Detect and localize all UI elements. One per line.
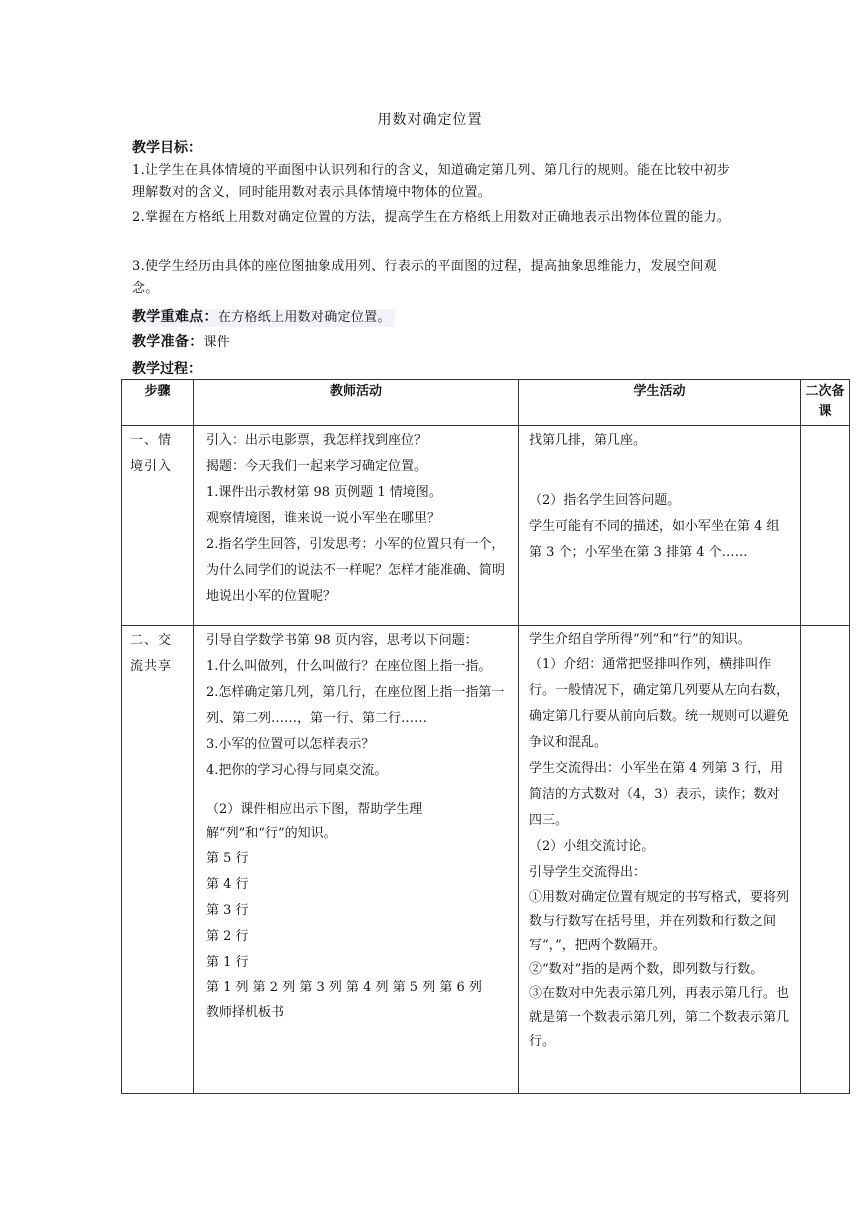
teacher-line: 1.什么叫做列，什么叫做行？在座位图上指一指。: [206, 659, 492, 674]
preparation-label: 教学准备：: [132, 334, 204, 350]
preparation-text: 课件: [203, 335, 231, 350]
student-line: 找第几排，第几座。: [529, 433, 647, 448]
teacher-line: 1.课件出示教材第 98 页例题 1 情境图。: [206, 485, 442, 500]
row-label-3: 第 3 行: [206, 903, 249, 918]
student-activity-cell: [519, 426, 801, 626]
table-header-row: [122, 380, 850, 426]
process-heading: 教学过程：: [132, 361, 202, 377]
goal-item-3: 3.使学生经历由具体的座位图抽象成用列、行表示的平面图的过程，提高抽象思维能力，发展空间观念。: [132, 259, 717, 296]
row-label-5: 第 5 行: [206, 851, 249, 866]
student-line: （2）小组交流讨论。: [529, 839, 655, 854]
page-title: 用数对确定位置: [377, 112, 483, 128]
goal-item-1: 1.让学生在具体情境的平面图中认识列和行的含义，知道确定第几列、第几行的规则。能在比较中初步理解数对的含义，同时能用数对表示具体情境中物体的位置。: [132, 163, 731, 200]
row-label-2: 第 2 行: [206, 929, 249, 944]
row-label-4: 第 4 行: [206, 877, 249, 892]
student-line: 学生交流得出：小军坐在第 4 列第 3 行，用简洁的方式数对（4，3）表示，读作；数对四三。: [529, 761, 784, 828]
header-step: 步骤: [122, 380, 194, 426]
student-line: 学生可能有不同的描述，如小军坐在第 4 组第 3 个；小军坐在第 3 排第 4 个……: [529, 519, 780, 560]
table-row: [122, 626, 850, 1094]
teacher-line: 2.指名学生回答，引发思考：小军的位置只有一个，为什么同学们的说法不一样呢？怎样才能准确、简明地说出小军的位置呢？: [206, 537, 506, 604]
header-teacher-activity: 教师活动: [194, 380, 519, 426]
teacher-line: 4.把你的学习心得与同桌交流。: [206, 763, 388, 778]
goal-item-2: 2.掌握在方格纸上用数对确定位置的方法，提高学生在方格纸上用数对正确地表示出物体位置的能力。: [132, 210, 731, 225]
teacher-line: 引导自学数学书第 98 页内容，思考以下问题：: [206, 633, 478, 648]
teaching-process-table: [121, 379, 850, 1094]
key-points-label: 教学重难点：: [132, 309, 218, 325]
student-line: 学生介绍自学所得“列”和“行”的知识。: [529, 632, 751, 647]
student-line: ③在数对中先表示第几列，再表示第几行。也就是第一个数表示第几列，第二个数表示第几行。: [529, 986, 790, 1049]
header-student-activity: 学生活动: [519, 380, 801, 426]
teacher-line: 引入：出示电影票，我怎样找到座位？: [206, 433, 428, 448]
preparation-line: [132, 331, 732, 354]
step-cell: 一、情境引入: [122, 426, 194, 626]
student-activity-cell: [519, 626, 801, 1094]
student-line: ①用数对确定位置有规定的书写格式，要将列数与行数写在括号里，并在列数和行数之间写“，”，把两个数隔开。: [529, 890, 790, 953]
header-second-prep: 二次备课: [801, 380, 850, 426]
key-points-text: 在方格纸上用数对确定位置。: [217, 310, 391, 325]
second-prep-cell: [801, 426, 850, 626]
teacher-line: 2.怎样确定第几列，第几行，在座位图上指一指第一列、第二列……，第一行、第二行……: [206, 685, 505, 726]
second-prep-cell: [801, 626, 850, 1094]
student-line: ②“数对”指的是两个数，即列数与行数。: [529, 962, 764, 977]
step-cell: 二、交流共享: [122, 626, 194, 1094]
teacher-activity-cell: [194, 626, 519, 1094]
student-line: （2）指名学生回答问题。: [529, 493, 681, 508]
student-line: 引导学生交流得出：: [529, 865, 647, 880]
teacher-line: 揭题：今天我们一起来学习确定位置。: [206, 459, 428, 474]
teacher-line: （2）课件相应出示下图，帮助学生理解“列”和“行”的知识。: [206, 802, 423, 841]
student-line: （1）介绍：通常把竖排叫作列，横排叫作行。一般情况下，确定第几列要从左向右数，确定第几行要从前向后数。统一规则可以避免争议和混乱。: [529, 657, 790, 750]
teacher-line: 教师择机板书: [206, 1005, 285, 1020]
row-label-1: 第 1 行: [206, 955, 249, 970]
teacher-line: 3.小军的位置可以怎样表示？: [206, 737, 375, 752]
column-labels: 第 1 列 第 2 列 第 3 列 第 4 列 第 5 列 第 6 列: [206, 980, 482, 995]
key-points-line: [132, 306, 732, 329]
table-row: [122, 426, 850, 626]
goals-heading: 教学目标：: [132, 140, 202, 156]
teacher-activity-cell: [194, 426, 519, 626]
teacher-line: 观察情境图，谁来说一说小军坐在哪里？: [206, 511, 441, 526]
